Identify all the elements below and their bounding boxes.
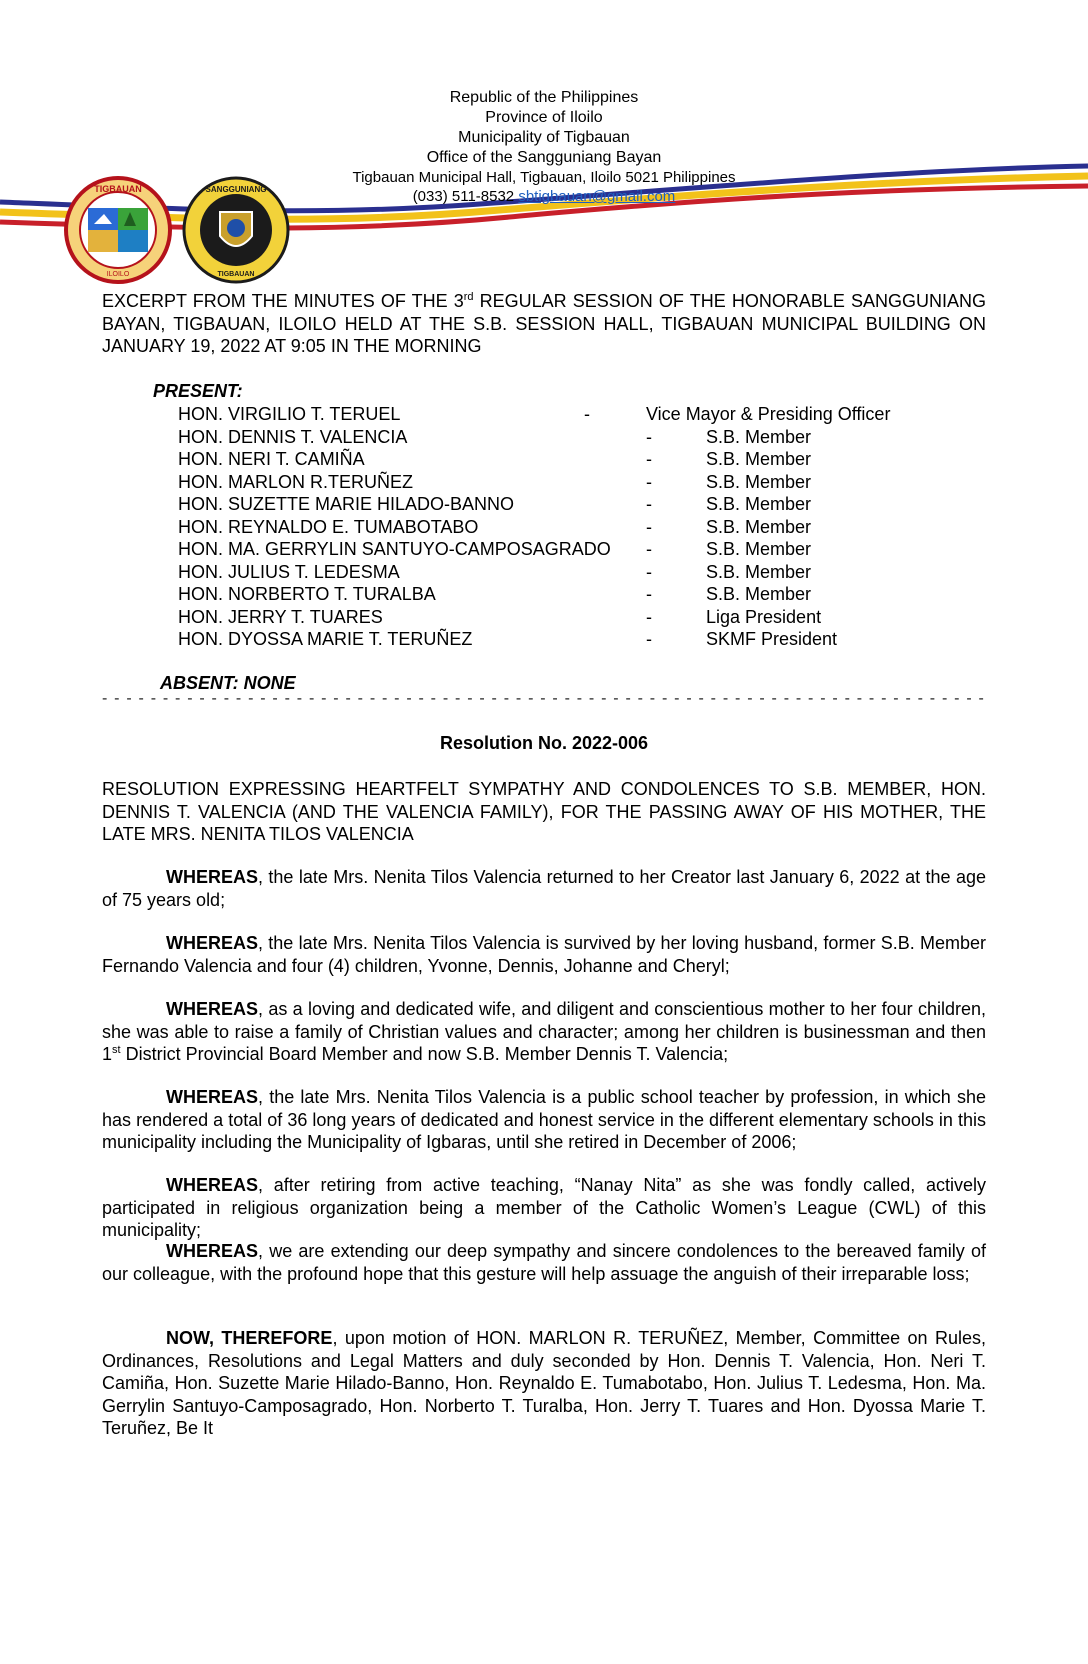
paragraph-lead: WHEREAS (166, 999, 259, 1019)
letterhead-office: Office of the Sangguniang Bayan (426, 149, 662, 166)
attendee-name: HON. NORBERTO T. TURALBA (178, 584, 436, 604)
attendee-row (178, 448, 978, 471)
resolution-number: Resolution No. 2022-006 (439, 733, 649, 753)
resolution-paragraph: NOW, THEREFORE, upon motion of HON. MARLON R. TERUÑEZ, Member, Committee on Rules, Ordinances, Resolutions and Legal Matters and duly seconded by Hon. Dennis T. Valencia, Hon. Neri T. Camiña, Hon. Suzette Marie Hilado-Banno, Hon. Reynaldo E. Tumabotabo, Hon. Julius T. Ledesma, Hon. Ma. Gerrylin Santuyo-Camposagrado, Hon. Norberto T. Turalba, Hon. Jerry T. Tuares and Hon. Dyossa Marie T. Teruñez, Be It (102, 1328, 986, 1438)
attendee-role: Liga President (706, 606, 822, 627)
attendee-dash: - (646, 471, 652, 492)
attendee-role: S.B. Member (706, 494, 812, 514)
attendee-role: S.B. Member (706, 516, 812, 537)
letterhead (0, 88, 1088, 206)
attendee-name: HON. SUZETTE MARIE HILADO-BANNO (178, 494, 515, 514)
letterhead-phone: (033) 511-8532 (412, 188, 515, 205)
attendee-name: HON. MA. GERRYLIN SANTUYO-CAMPOSAGRADO (178, 539, 611, 559)
attendee-dash: - (646, 629, 652, 649)
paragraph-lead: WHEREAS (166, 1241, 259, 1261)
attendee-dash: - (646, 449, 652, 469)
resolution-paragraph: WHEREAS, as a loving and dedicated wife, and diligent and conscientious mother to her four children, she was able to raise a family of Christian values and character; among her children is businessman and then 1st District Provincial Board Member and now S.B. Member Dennis T. Valencia; (102, 999, 986, 1064)
resolution-paragraph: WHEREAS, the late Mrs. Nenita Tilos Valencia returned to her Creator last January 6, 2022 at the age of 75 years old; (102, 867, 986, 910)
present-label: PRESENT: (153, 381, 243, 401)
attendee-dash: - (646, 561, 652, 582)
letterhead-province: Province of Iloilo (485, 109, 603, 126)
paragraph-lead: WHEREAS (166, 867, 259, 887)
attendee-dash: - (646, 494, 652, 514)
attendee-name: HON. MARLON R.TERUÑEZ (178, 471, 414, 492)
attendee-dash: - (646, 426, 652, 447)
attendee-row (178, 493, 978, 516)
attendee-role: S.B. Member (706, 471, 812, 492)
minutes-excerpt-heading: EXCERPT FROM THE MINUTES OF THE 3rd REGULAR SESSION OF THE HONORABLE SANGGUNIANG BAYAN, TIGBAUAN, ILOILO HELD AT THE S.B. SESSION HALL, TIGBAUAN MUNICIPAL BUILDING ON JANUARY 19, 2022 AT 9:05 IN THE MORNING (102, 291, 986, 356)
resolution-paragraph: WHEREAS, after retiring from active teaching, “Nanay Nita” as she was fondly called, actively participated in religious organization being a member of the Catholic Women’s League (CWL) of this municipality; (102, 1175, 986, 1240)
resolution-paragraph: WHEREAS, we are extending our deep sympathy and sincere condolences to the bereaved family of our colleague, with the profound hope that this gesture will help assuage the anguish of their irreparable loss; (102, 1241, 986, 1284)
paragraph-lead: WHEREAS (166, 1087, 259, 1107)
svg-text:TIGBAUAN: TIGBAUAN (217, 271, 255, 278)
attendee-name: HON. VIRGILIO T. TERUEL (178, 404, 401, 424)
attendee-row (178, 538, 978, 561)
svg-text:TIGBAUAN: TIGBAUAN (94, 184, 142, 194)
resolution-paragraph: WHEREAS, the late Mrs. Nenita Tilos Valencia is a public school teacher by profession, in which she has rendered a total of 36 long years of dedicated and honest service in the different elementary schools in this municipality including the Municipality of Igbaras, until she retired in December of 2006; (102, 1087, 986, 1152)
attendee-row (178, 583, 978, 606)
paragraph-lead: WHEREAS (166, 1175, 259, 1195)
attendee-row (178, 426, 978, 449)
attendee-role: S.B. Member (706, 561, 812, 582)
attendee-row (178, 606, 978, 629)
attendee-name: HON. JULIUS T. LEDESMA (178, 561, 400, 582)
attendee-dash: - (646, 539, 652, 559)
attendance-list (178, 403, 978, 651)
letterhead-municipality: Municipality of Tigbauan (458, 129, 630, 146)
attendee-name: HON. NERI T. CAMIÑA (178, 449, 365, 469)
attendee-role: Vice Mayor & Presiding Officer (646, 404, 891, 424)
attendee-dash: - (584, 404, 590, 424)
resolution-paragraph: WHEREAS, the late Mrs. Nenita Tilos Valencia is survived by her loving husband, former S.B. Member Fernando Valencia and four (4) children, Yvonne, Dennis, Johanne and Cheryl; (102, 933, 986, 976)
letterhead-contact (0, 187, 1088, 206)
attendee-row (178, 403, 978, 426)
resolution-title: RESOLUTION EXPRESSING HEARTFELT SYMPATHY AND CONDOLENCES TO S.B. MEMBER, HON. DENNIS T. VALENCIA (AND THE VALENCIA FAMILY), FOR THE PASSING AWAY OF HIS MOTHER, THE LATE MRS. NENITA TILOS VALENCIA (102, 779, 986, 844)
attendee-role: S.B. Member (706, 539, 812, 559)
paragraph-lead: WHEREAS (166, 933, 259, 953)
attendee-name: HON. DENNIS T. VALENCIA (178, 426, 408, 447)
letterhead-republic: Republic of the Philippines (449, 89, 639, 106)
svg-text:SANGGUNIANG: SANGGUNIANG (205, 185, 267, 194)
attendee-dash: - (646, 606, 652, 627)
attendee-dash: - (646, 516, 652, 537)
attendee-name: HON. REYNALDO E. TUMABOTABO (178, 516, 479, 537)
section-separator: - - - - - - - - - - - - - - - - - - - - - - - - - - - - - - - - - - - - - - - - - - - - - - - - - - - - - - - - - - - - - - - - - - - - - - - - - (102, 690, 986, 707)
attendee-role: SKMF President (706, 629, 838, 649)
letterhead-email-link[interactable]: sbtigbauan@gmail.com (518, 188, 676, 205)
paragraph-lead: NOW, THEREFORE (166, 1328, 333, 1348)
svg-text:ILOILO: ILOILO (106, 271, 130, 278)
attendee-dash: - (646, 584, 652, 604)
attendee-row (178, 471, 978, 494)
attendee-role: S.B. Member (706, 426, 812, 447)
attendee-name: HON. JERRY T. TUARES (178, 606, 383, 627)
attendee-row (178, 516, 978, 539)
letterhead-address: Tigbauan Municipal Hall, Tigbauan, Iloilo 5021 Philippines (352, 169, 736, 186)
attendee-role: S.B. Member (706, 449, 812, 469)
attendee-row (178, 628, 978, 651)
absent-label: ABSENT: NONE (160, 673, 296, 693)
attendee-role: S.B. Member (706, 584, 812, 604)
attendee-row (178, 561, 978, 584)
attendee-name: HON. DYOSSA MARIE T. TERUÑEZ (178, 629, 473, 649)
